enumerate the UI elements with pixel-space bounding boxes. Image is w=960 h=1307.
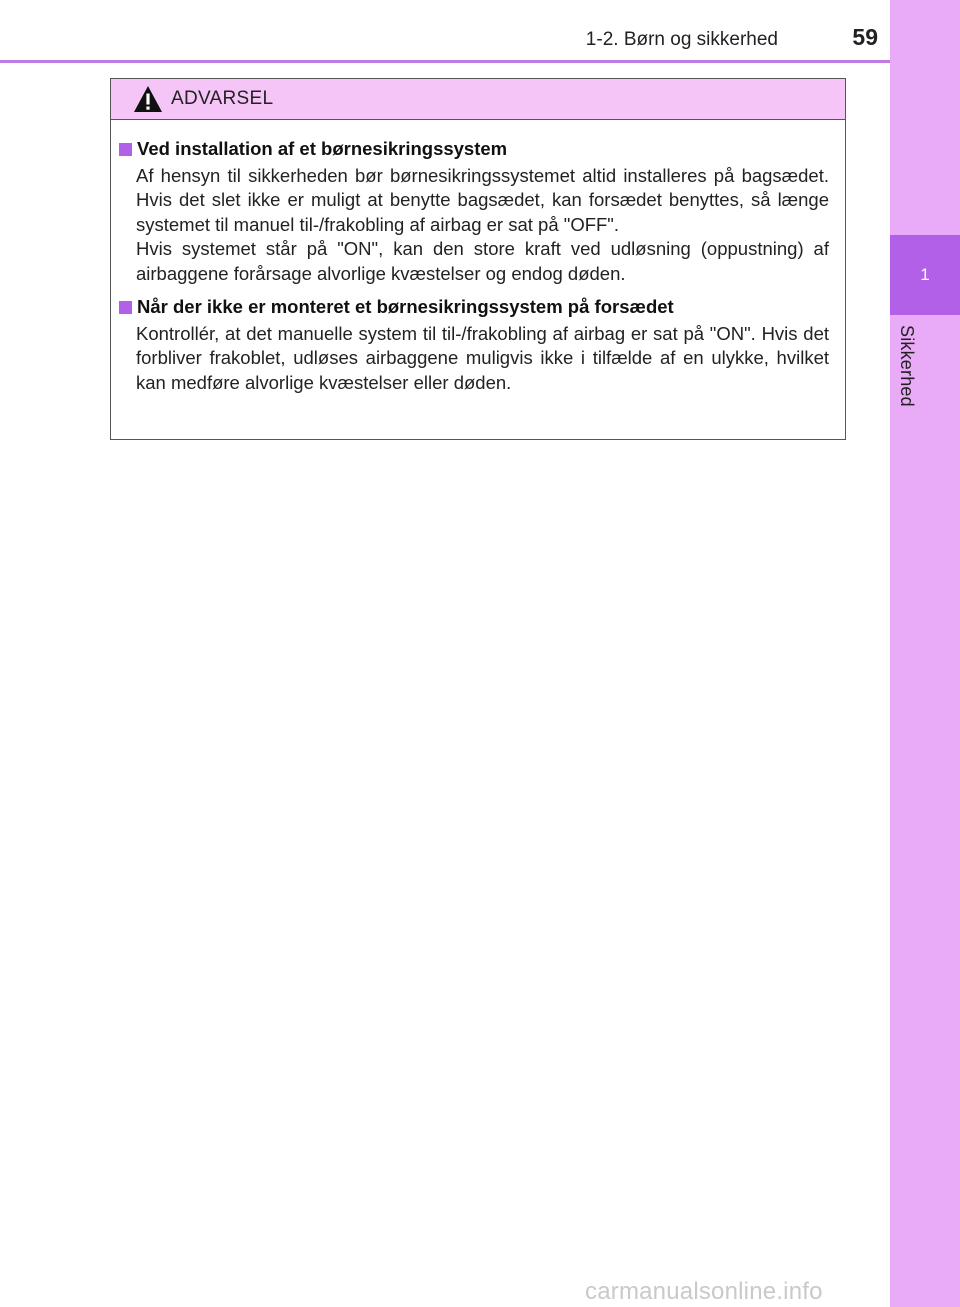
watermark: carmanualsonline.info bbox=[585, 1278, 823, 1305]
warning-header bbox=[111, 79, 845, 120]
paragraph: Hvis systemet står på "ON", kan den store kraft ved udløsning (oppustning) af airbaggene forårsage alvorlige kvæstelser og endog døden. bbox=[136, 238, 829, 284]
warning-title: ADVARSEL bbox=[171, 88, 274, 109]
warning-item bbox=[119, 134, 829, 286]
warning-item-text bbox=[136, 322, 829, 395]
page-number: 59 bbox=[852, 24, 878, 50]
chapter-label: Sikkerhed bbox=[897, 325, 917, 407]
warning-body bbox=[111, 120, 845, 395]
warning-box bbox=[110, 78, 846, 440]
header-rule bbox=[0, 60, 890, 63]
side-tab-strip bbox=[890, 0, 960, 1307]
warning-item-heading: Ved installation af et børnesikringssystem bbox=[119, 134, 829, 164]
paragraph: Kontrollér, at det manuelle system til til-/frakobling af airbag er sat på "ON". Hvis det forbliver frakoblet, udløses airbaggene muligvis ikke i tilfælde af en ulykke, hvilket kan medføre alvorlige kvæstelser eller døden. bbox=[136, 323, 829, 393]
square-bullet-icon bbox=[119, 143, 132, 156]
chapter-number: 1 bbox=[920, 265, 930, 284]
warning-item-heading: Når der ikke er monteret et børnesikringssystem på forsædet bbox=[119, 292, 829, 322]
section-title: 1-2. Børn og sikkerhed bbox=[585, 29, 778, 50]
square-bullet-icon bbox=[119, 301, 132, 314]
paragraph: Af hensyn til sikkerheden bør børnesikringssystemet altid installeres på bagsædet. Hvis det slet ikke er muligt at benytte bagsædet, kan forsædet benyttes, så længe systemet til manuel til-/frakobling af airbag er sat på "OFF". bbox=[136, 165, 829, 235]
warning-item-text bbox=[136, 164, 829, 286]
warning-triangle-icon bbox=[133, 85, 163, 113]
warning-item bbox=[119, 292, 829, 395]
chapter-number-tab bbox=[890, 235, 960, 315]
